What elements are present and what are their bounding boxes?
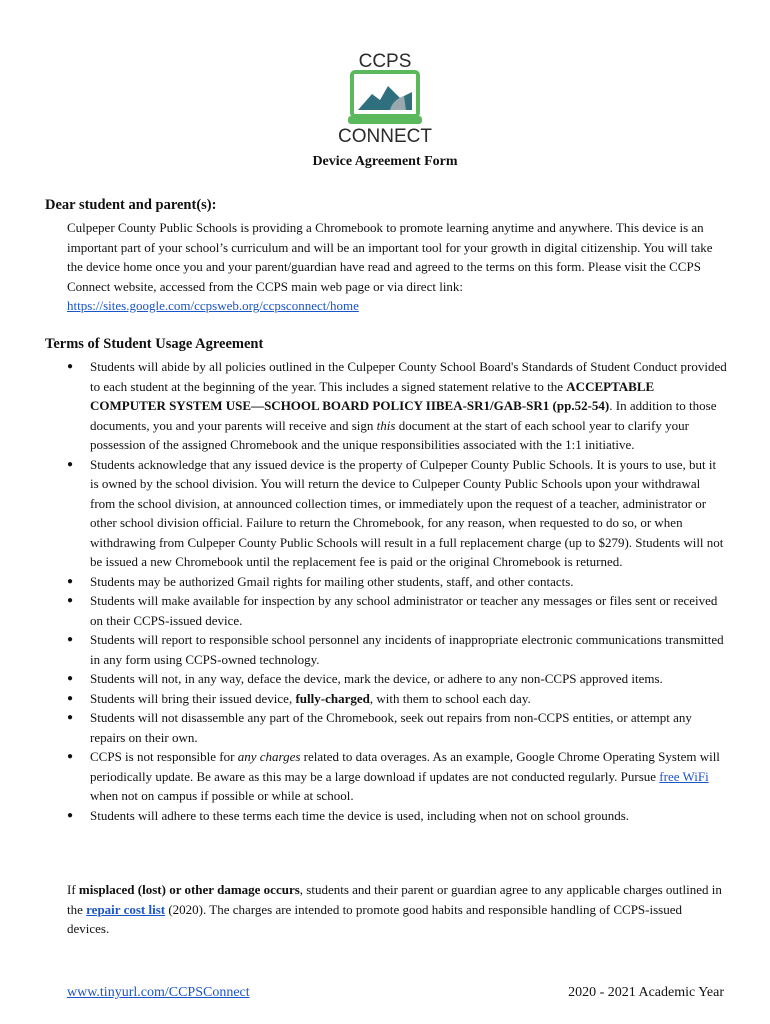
greeting-heading: Dear student and parent(s):: [45, 197, 217, 213]
term-item: ● Students acknowledge that any issued device is the property of Culpeper County Public Schools. It is yours to use, but it is owned by the school division. You will return the device to Culpeper County Public Schools upon your withdrawal from the school division, at announced collection times, or immediately upon the request of a teacher, administrator or other school division official. Failure to return the Chromebook, for any reason, when requested to do so, or when withdrawing from Culpeper County Public Schools will result in a full replacement charge (up to $279). Students will not be issued a new Chromebook until the replacement fee is paid or the original Chromebook is returned.: [67, 455, 727, 572]
term-item: ● Students will adhere to these terms each time the device is used, including when not on school grounds.: [67, 806, 727, 826]
term-item: ● Students will abide by all policies outlined in the Culpeper County School Board's Standards of Student Conduct provided to each student at the beginning of the year. This includes a signed statement relative to the ACCEPTABLE COMPUTER SYSTEM USE—SCHOOL BOARD POLICY IIBEA-SR1/GAB-SR1 (pp.52-54). In addition to those documents, you and your parents will receive and sign this document at the start of each school year to clarify your possession of the assigned Chromebook and the unique responsibilities associated with the 1:1 initiative.: [67, 357, 727, 455]
logo-top-text: CCPS: [358, 51, 412, 72]
logo-bottom-text: CONNECT: [338, 126, 432, 145]
academic-year: 2020 - 2021 Academic Year: [568, 985, 724, 1000]
term-item: ● Students will bring their issued device, fully-charged, with them to school each day.: [67, 689, 727, 709]
repair-cost-list-link[interactable]: repair cost list: [86, 901, 166, 917]
intro-paragraph: [67, 218, 727, 316]
term-item: ● Students will make available for inspection by any school administrator or teacher any messages or files sent or received on their CCPS-issued device.: [67, 591, 727, 630]
free-wifi-link[interactable]: free WiFi: [659, 768, 709, 784]
term-item: ● Students may be authorized Gmail rights for mailing other students, staff, and other contacts.: [67, 572, 727, 592]
term-item: ● Students will report to responsible school personnel any incidents of inappropriate electronic communications transmitted in any form using CCPS-owned technology.: [67, 630, 727, 669]
term-item: ● CCPS is not responsible for any charges related to data overages. As an example, Google Chrome Operating System will periodically update. Be aware as this may be a large download if updates are not conducted regularly. Pursue free WiFi when not on campus if possible or while at school.: [67, 747, 727, 806]
footer-link[interactable]: www.tinyurl.com/CCPSConnect: [67, 985, 250, 1000]
term-item: ● Students will not disassemble any part of the Chromebook, seek out repairs from non-CCPS entities, or attempt any repairs on their own.: [67, 708, 727, 747]
ccps-connect-logo: [320, 50, 450, 145]
page-title: Device Agreement Form: [312, 154, 458, 169]
intro-text: Culpeper County Public Schools is providing a Chromebook to promote learning anytime and anywhere. This device is an important part of your school’s curriculum and will be an important tool for your growth in digital citizenship. You will take the device home once you and your parent/guardian have read and agreed to the terms on this form. Please visit the CCPS Connect website, accessed from the CCPS main web page or via direct link:: [67, 220, 713, 294]
terms-heading: Terms of Student Usage Agreement: [45, 336, 264, 352]
ccps-connect-link[interactable]: https://sites.google.com/ccpsweb.org/ccpsconnect/home: [67, 298, 359, 313]
term-item: ● Students will not, in any way, deface the device, mark the device, or adhere to any non-CCPS approved items.: [67, 669, 727, 689]
terms-list: [67, 357, 727, 825]
closing-paragraph: If misplaced (lost) or other damage occurs, students and their parent or guardian agree to any applicable charges outlined in the repair cost list (2020). The charges are intended to promote good habits and responsible handling of CCPS-issued devices.: [67, 882, 722, 936]
